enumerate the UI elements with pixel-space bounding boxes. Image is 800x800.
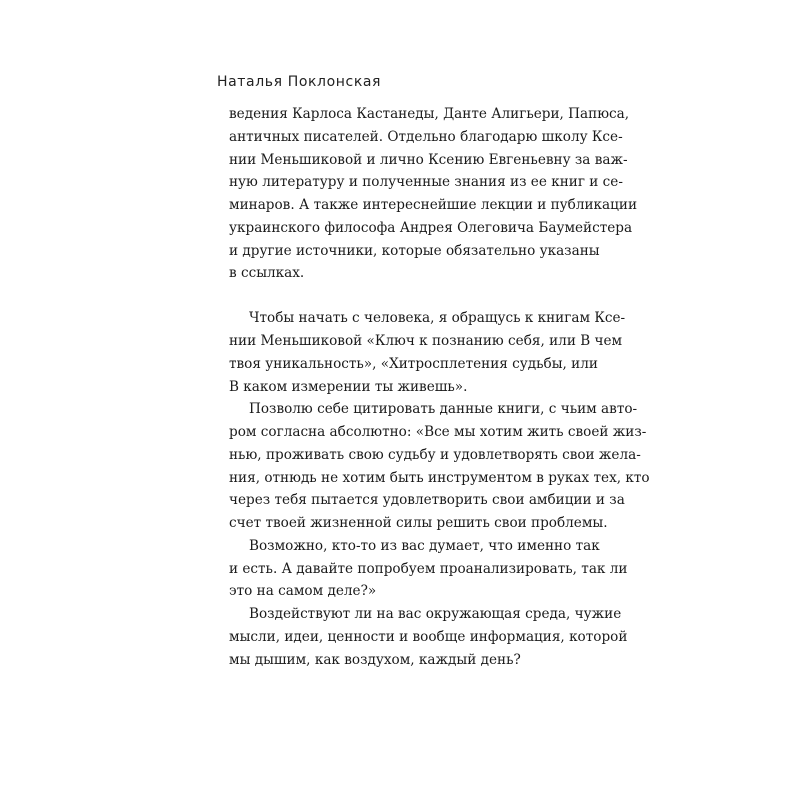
text-line: Позволю себе цитировать данные книги, с чьим авто- bbox=[249, 401, 638, 417]
text-line: и другие источники, которые обязательно указаны bbox=[229, 243, 600, 259]
text-line: счет твоей жизненной силы решить свои проблемы. bbox=[229, 515, 608, 531]
text-line: нии Меньшиковой «Ключ к познанию себя, или В чем bbox=[229, 333, 623, 349]
text-line: через тебя пытается удовлетворить свои амбиции и за bbox=[229, 492, 625, 508]
text-line: мы дышим, как воздухом, каждый день? bbox=[229, 652, 521, 668]
text-line: Воздействуют ли на вас окружающая среда, чужие bbox=[249, 606, 622, 622]
text-line: и есть. А давайте попробуем проанализировать, так ли bbox=[229, 561, 628, 577]
text-line: нии Меньшиковой и лично Ксению Евгеньевну за важ- bbox=[229, 152, 628, 168]
text-line: Чтобы начать с человека, я обращусь к книгам Ксе- bbox=[249, 310, 626, 326]
running-header-author: Наталья Поклонская bbox=[217, 74, 382, 90]
text-line: мысли, идеи, ценности и вообще информация, которой bbox=[229, 629, 628, 645]
text-line: украинского философа Андрея Олеговича Баумейстера bbox=[229, 220, 633, 236]
text-line: ную литературу и полученные знания из ее книг и се- bbox=[229, 174, 623, 190]
text-line: античных писателей. Отдельно благодарю школу Ксе- bbox=[229, 129, 623, 145]
text-line: нью, проживать свою судьбу и удовлетворять свои жела- bbox=[229, 447, 641, 463]
text-line: ром согласна абсолютно: «Все мы хотим жить своей жиз- bbox=[229, 424, 647, 440]
text-line: это на самом деле?» bbox=[229, 583, 377, 599]
text-line: твоя уникальность», «Хитросплетения судьбы, или bbox=[229, 356, 598, 372]
text-line: Возможно, кто-то из вас думает, что именно так bbox=[249, 538, 600, 554]
text-line: в ссылках. bbox=[229, 265, 305, 281]
text-line: ведения Карлоса Кастанеды, Данте Алигьери, Папюса, bbox=[229, 106, 630, 122]
text-line: В каком измерении ты живешь». bbox=[229, 379, 468, 395]
text-line: ния, отнюдь не хотим быть инструментом в руках тех, кто bbox=[229, 470, 650, 486]
text-line: минаров. А также интереснейшие лекции и публикации bbox=[229, 197, 638, 213]
